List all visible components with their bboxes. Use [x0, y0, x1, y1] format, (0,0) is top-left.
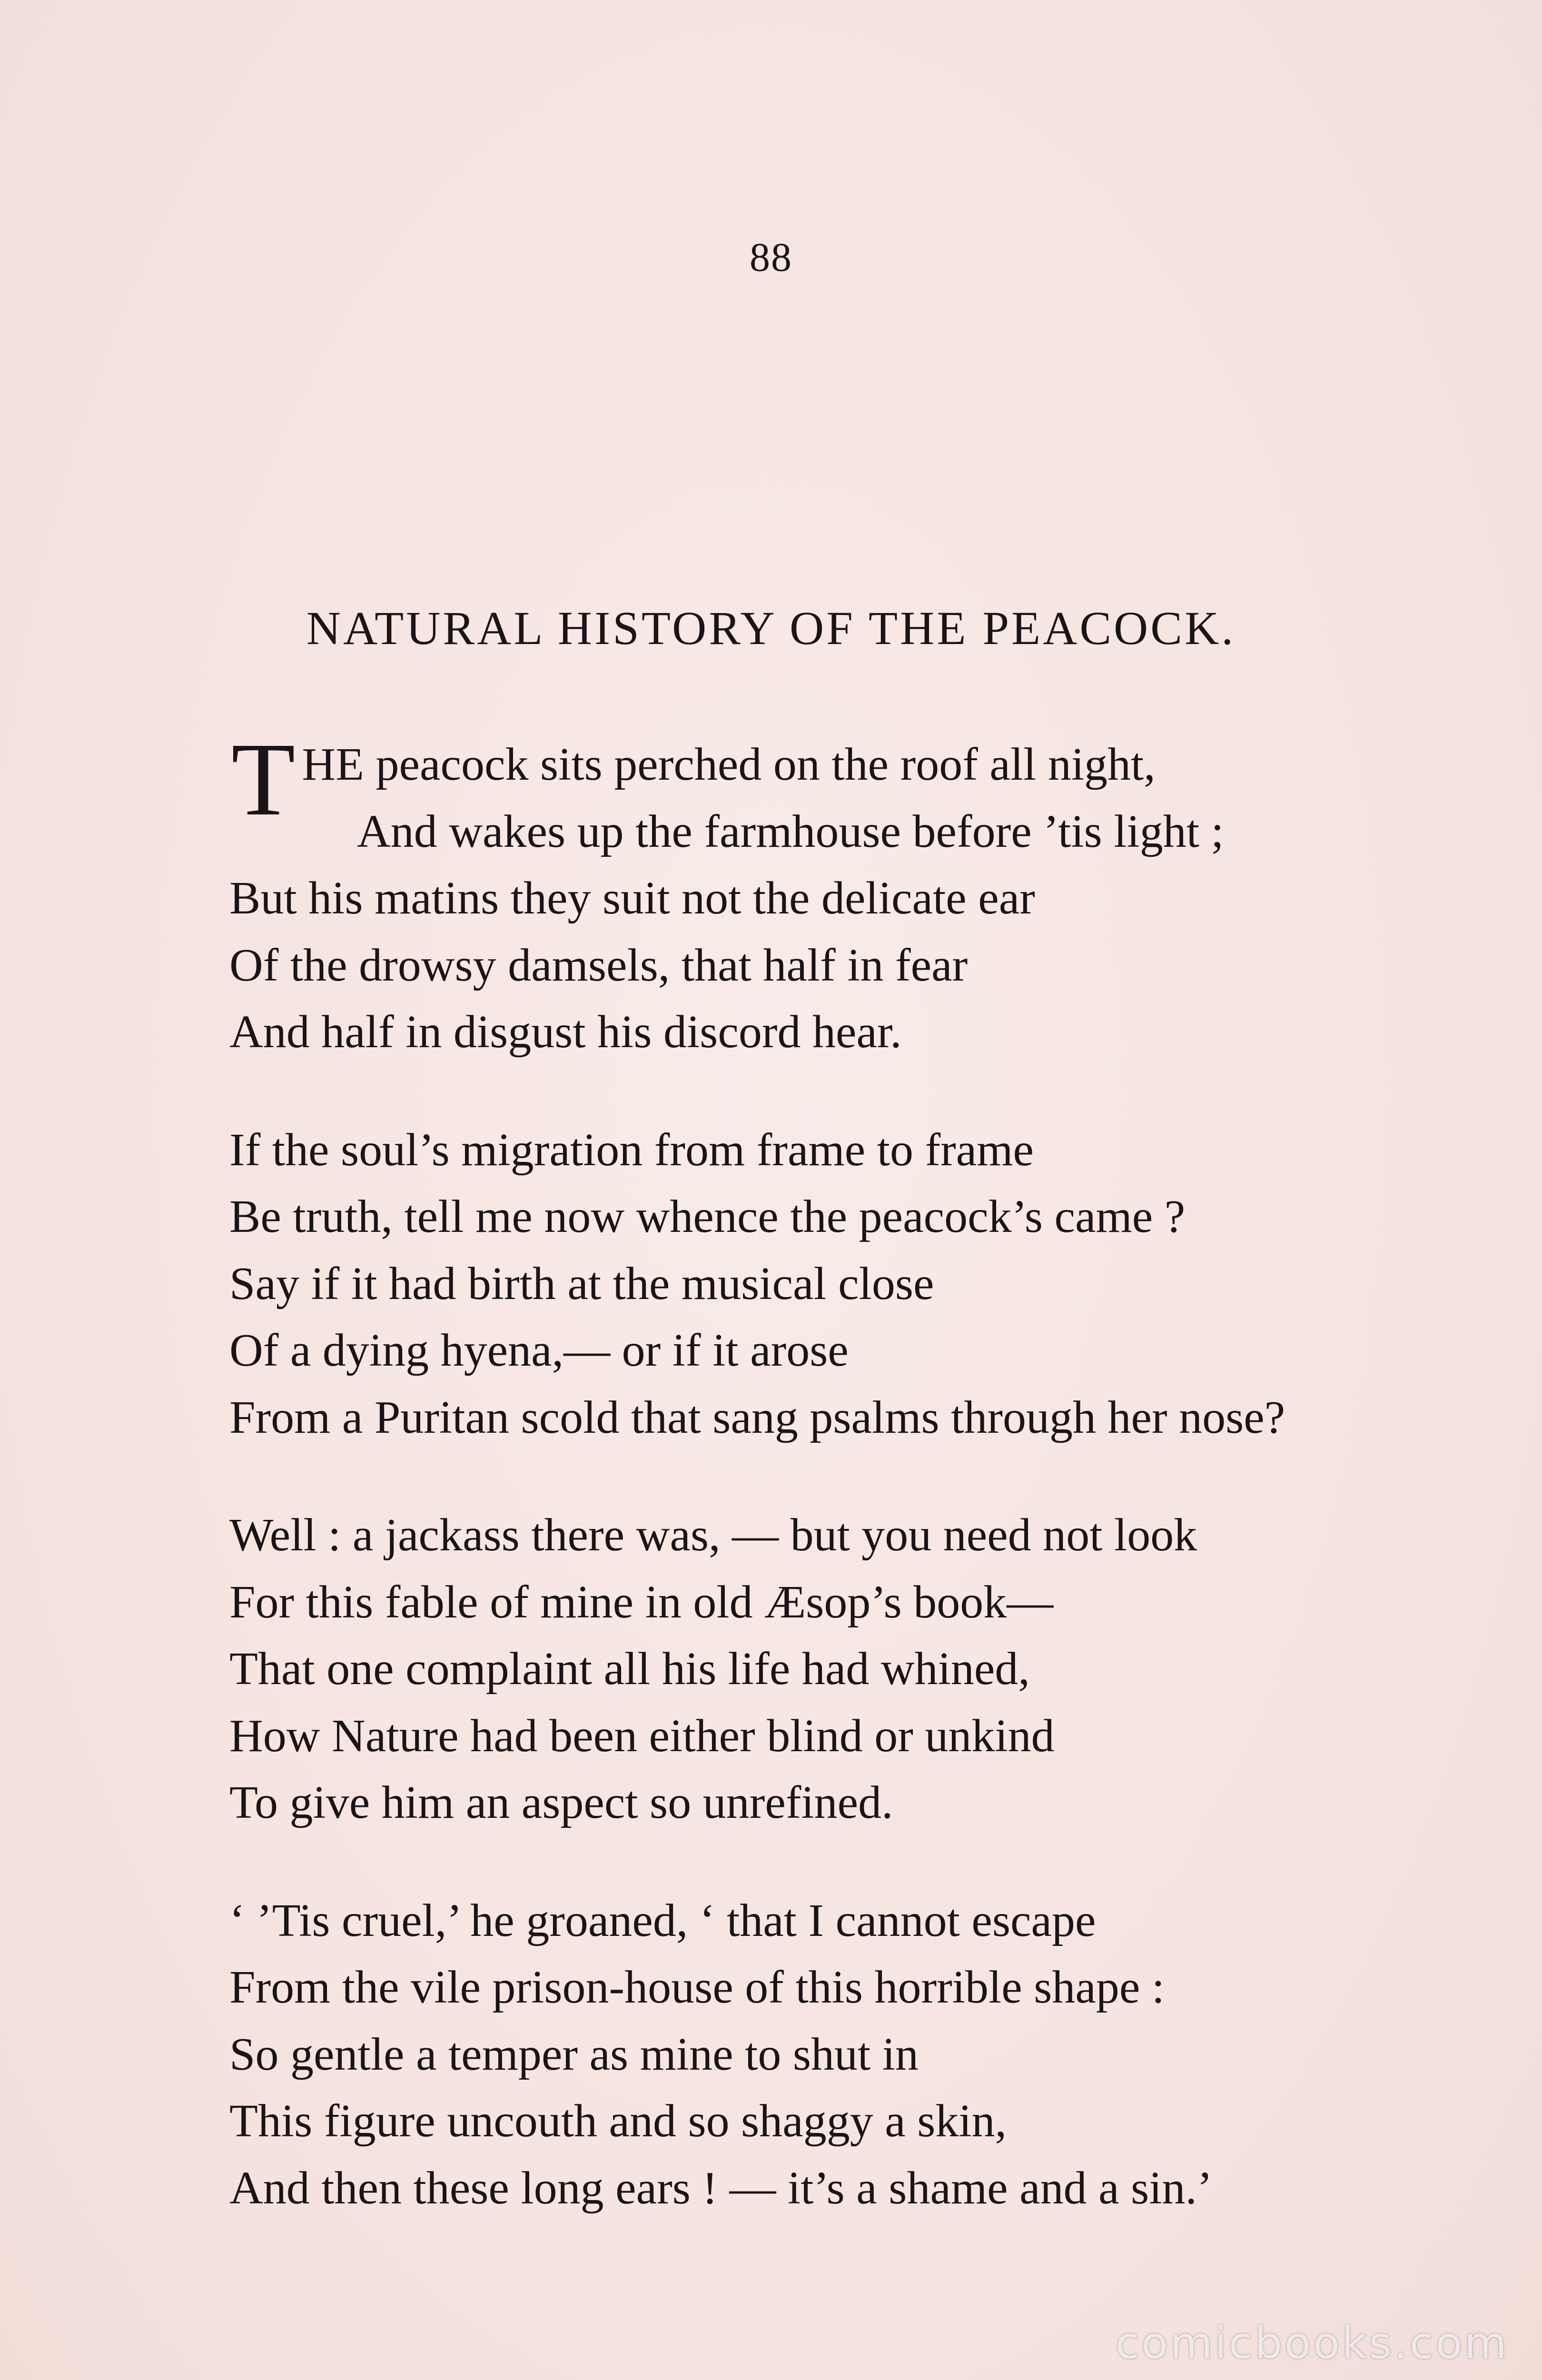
- poem-line: From the vile prison-house of this horrible shape :: [229, 1962, 1165, 2013]
- page-number: 88: [750, 234, 792, 280]
- poem-line: From a Puritan scold that sang psalms through her nose?: [229, 1391, 1285, 1443]
- poem-line: So gentle a temper as mine to shut in: [229, 2028, 919, 2080]
- poem-line: Of the drowsy damsels, that half in fear: [229, 939, 968, 991]
- poem-line: For this fable of mine in old Æsop’s book—: [229, 1576, 1054, 1628]
- stanza: [229, 1502, 1476, 1836]
- drop-cap: T: [231, 721, 296, 837]
- poem-line: But his matins they suit not the delicate ear: [229, 873, 1035, 924]
- poem-line: And half in disgust his discord hear.: [229, 1006, 902, 1058]
- poem-line: How Nature had been either blind or unkind: [229, 1710, 1055, 1762]
- poem-line: ‘ ’Tis cruel,’ he groaned, ‘ that I cannot escape: [229, 1894, 1096, 1946]
- stanza: [229, 1887, 1476, 2222]
- poem-line: HE peacock sits perched on the roof all night,: [302, 739, 1156, 790]
- poem-line: And then these long ears ! — it’s a shame and a sin.’: [229, 2162, 1213, 2214]
- poem-line: Say if it had birth at the musical close: [229, 1258, 934, 1309]
- poem-line: That one complaint all his life had whined,: [229, 1643, 1030, 1695]
- stanza: [229, 721, 1476, 1066]
- poem-line: If the soul’s migration from frame to frame: [229, 1124, 1034, 1176]
- poem-body: [229, 721, 1476, 2221]
- poem-line: Of a dying hyena,— or if it arose: [229, 1325, 849, 1376]
- poem-title: NATURAL HISTORY OF THE PEACOCK.: [306, 602, 1236, 654]
- poem-line: And wakes up the farmhouse before ’tis light ;: [357, 805, 1224, 857]
- watermark: comicbooks.com: [1115, 2318, 1509, 2369]
- poem-line: To give him an aspect so unrefined.: [229, 1777, 893, 1828]
- poem-line: Be truth, tell me now whence the peacock’s came ?: [229, 1191, 1186, 1242]
- poem-line: Well : a jackass there was, — but you need not look: [229, 1509, 1197, 1561]
- poem-line: This figure uncouth and so shaggy a skin,: [229, 2095, 1007, 2147]
- stanza: [229, 1117, 1476, 1451]
